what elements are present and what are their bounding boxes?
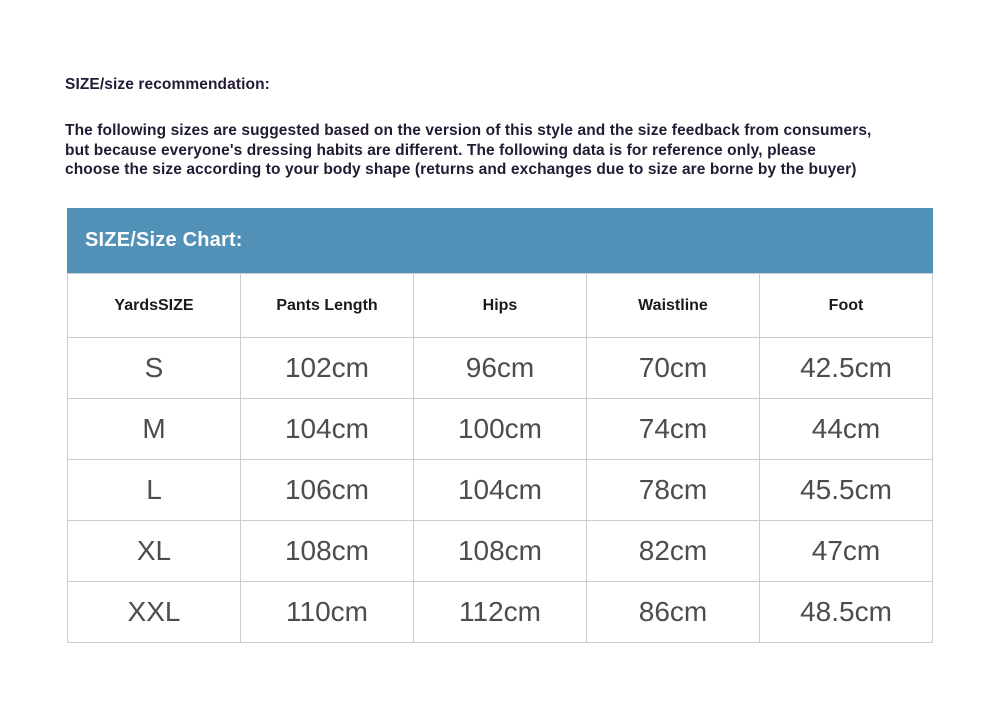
- cell-foot: 48.5cm: [760, 582, 933, 643]
- size-recommendation-paragraph: [65, 121, 871, 180]
- size-recommendation-title: SIZE/size recommendation:: [65, 76, 270, 93]
- cell-foot: 44cm: [760, 399, 933, 460]
- column-header-hips: Hips: [414, 274, 587, 338]
- column-header-yards-size: YardsSIZE: [68, 274, 241, 338]
- cell-waistline: 82cm: [587, 521, 760, 582]
- cell-waistline: 86cm: [587, 582, 760, 643]
- column-header-waistline: Waistline: [587, 274, 760, 338]
- size-chart-banner: [67, 208, 933, 273]
- cell-pants-length: 106cm: [241, 460, 414, 521]
- table-row-xxl: [68, 582, 933, 643]
- paragraph-line: choose the size according to your body shape (returns and exchanges due to size are borne by the buyer): [65, 161, 857, 178]
- cell-foot: 45.5cm: [760, 460, 933, 521]
- cell-hips: 112cm: [414, 582, 587, 643]
- table-row-s: [68, 338, 933, 399]
- paragraph-line: The following sizes are suggested based on the version of this style and the size feedback from consumers,: [65, 122, 872, 139]
- paragraph-line: but because everyone's dressing habits are different. The following data is for reference only, please: [65, 141, 816, 159]
- column-header-pants-length: Pants Length: [241, 274, 414, 338]
- cell-hips: 108cm: [414, 521, 587, 582]
- table-row-l: [68, 460, 933, 521]
- size-chart-table: [67, 273, 933, 643]
- cell-foot: 42.5cm: [760, 338, 933, 399]
- cell-size: L: [68, 460, 241, 521]
- column-header-foot: Foot: [760, 274, 933, 338]
- cell-hips: 100cm: [414, 399, 587, 460]
- cell-hips: 104cm: [414, 460, 587, 521]
- cell-size: S: [68, 338, 241, 399]
- table-row-m: [68, 399, 933, 460]
- cell-size: XXL: [68, 582, 241, 643]
- table-row-xl: [68, 521, 933, 582]
- cell-waistline: 70cm: [587, 338, 760, 399]
- size-chart-banner-title: SIZE/Size Chart:: [85, 229, 243, 251]
- cell-foot: 47cm: [760, 521, 933, 582]
- header-row: [68, 274, 933, 338]
- cell-size: M: [68, 399, 241, 460]
- cell-pants-length: 102cm: [241, 338, 414, 399]
- cell-size: XL: [68, 521, 241, 582]
- cell-pants-length: 108cm: [241, 521, 414, 582]
- cell-waistline: 78cm: [587, 460, 760, 521]
- cell-pants-length: 104cm: [241, 399, 414, 460]
- cell-pants-length: 110cm: [241, 582, 414, 643]
- cell-hips: 96cm: [414, 338, 587, 399]
- size-chart-table-body: [68, 338, 933, 643]
- cell-waistline: 74cm: [587, 399, 760, 460]
- size-chart-table-header: [68, 274, 933, 338]
